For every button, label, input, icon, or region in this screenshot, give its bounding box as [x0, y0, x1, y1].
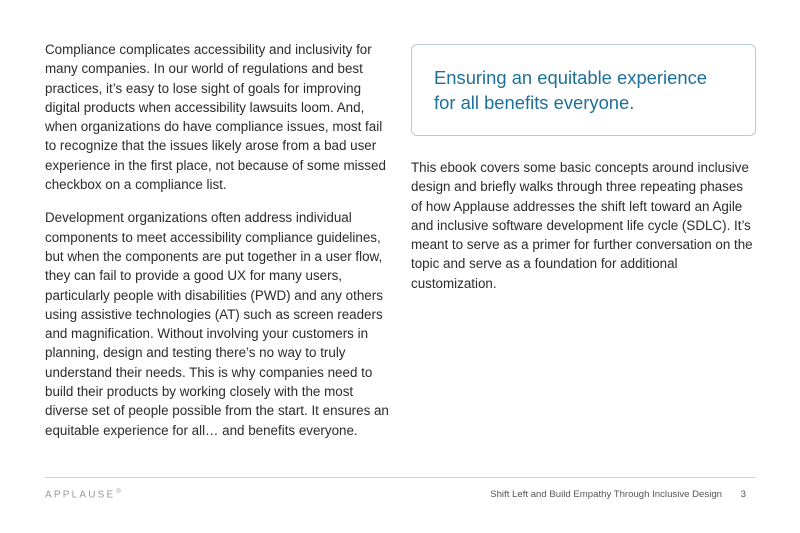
footer-divider [45, 477, 756, 478]
right-column [411, 44, 756, 307]
pull-quote-box [411, 44, 756, 136]
page-number: 3 [740, 489, 746, 500]
logo-wordmark: APPLAUSE [45, 489, 116, 501]
registered-mark: ® [116, 489, 121, 495]
footer-document-title: Shift Left and Build Empathy Through Inclusive Design [490, 489, 722, 500]
applause-logo [45, 489, 121, 500]
left-column [45, 40, 390, 454]
body-paragraph-development: Development organizations often address individual components to meet accessibility compliance guidelines, but when the components are put together in a user flow, they can fail to provide a good UX for many users, particularly people with disabilities (PWD) and any others using assistive technologies (AT) such as screen readers and magnification. Without involving your customers in planning, design and testing there’s no way to truly understand their needs. This is why companies need to build their products by working closely with the most diverse set of people possible from the start. It ensures an equitable experience for all… and benefits everyone. [45, 210, 389, 438]
body-paragraph-ebook-overview: This ebook covers some basic concepts around inclusive design and briefly walks through three repeating phases of how Applause addresses the shift left toward an Agile and inclusive software development life cycle (SDLC). It’s meant to serve as a primer for further conversation on the topic and serve as a foundation for additional customization. [411, 160, 753, 291]
pull-quote-text: Ensuring an equitable experience for all benefits everyone. [434, 67, 707, 113]
body-paragraph-compliance: Compliance complicates accessibility and inclusivity for many companies. In our world of regulations and best practices, it’s easy to lose sight of goals for improving digital products when accessibility lawsuits loom. And, when organizations do have compliance issues, most fail to recognize that the issues likely arose from a bad user experience in the first place, not because of some missed checkbox on a compliance list. [45, 42, 386, 193]
